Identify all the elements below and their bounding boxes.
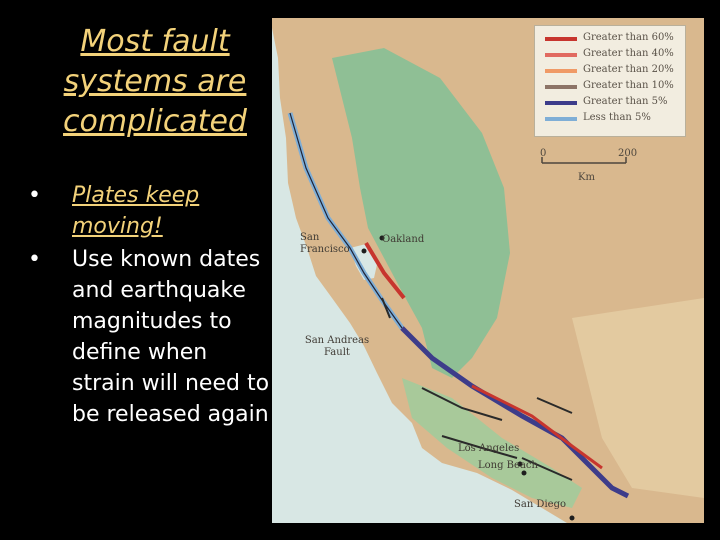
legend-swatch — [545, 53, 577, 57]
legend-label: Greater than 5% — [583, 96, 668, 107]
legend-label: Less than 5% — [583, 112, 651, 123]
label-san-andreas-fault: San Andreas Fault — [304, 335, 370, 358]
legend-label: Greater than 10% — [583, 80, 674, 91]
legend-label: Greater than 40% — [583, 48, 674, 59]
legend-swatch — [545, 37, 577, 41]
legend-item — [545, 64, 685, 78]
bullet-dot: • — [28, 247, 41, 272]
bullet-item[interactable] — [26, 180, 272, 242]
map-scale — [540, 148, 640, 188]
legend-swatch — [545, 101, 577, 105]
legend-swatch — [545, 85, 577, 89]
label-long-beach: Long Beach — [478, 460, 538, 471]
legend-swatch — [545, 69, 577, 73]
city-dot — [362, 249, 367, 254]
label-san-diego: San Diego — [514, 499, 566, 510]
label-san-francisco: San Francisco — [300, 232, 350, 255]
legend-item — [545, 112, 685, 126]
label-oakland: Oakland — [382, 234, 425, 245]
legend-swatch — [545, 117, 577, 121]
scale-unit: Km — [578, 172, 595, 183]
label-los-angeles: Los Angeles — [458, 443, 520, 454]
city-dot — [570, 516, 575, 521]
bullet-text[interactable]: Plates keep moving! — [72, 183, 200, 239]
legend-item — [545, 48, 685, 62]
legend-label: Greater than 20% — [583, 64, 674, 75]
bullet-item — [26, 244, 272, 430]
bullet-text: Use known dates and earthquake magnitudes to define when strain will need to be released again — [72, 247, 270, 427]
legend-item — [545, 96, 685, 110]
bullet-dot: • — [28, 183, 41, 208]
bullet-list — [26, 180, 272, 432]
legend-label: Greater than 60% — [583, 32, 674, 43]
map-legend — [534, 25, 686, 137]
legend-item — [545, 80, 685, 94]
scale-end: 200 — [618, 148, 638, 159]
slide-title: Most fault systems are complicated — [63, 24, 247, 139]
legend-item — [545, 32, 685, 46]
scale-start: 0 — [540, 148, 547, 159]
